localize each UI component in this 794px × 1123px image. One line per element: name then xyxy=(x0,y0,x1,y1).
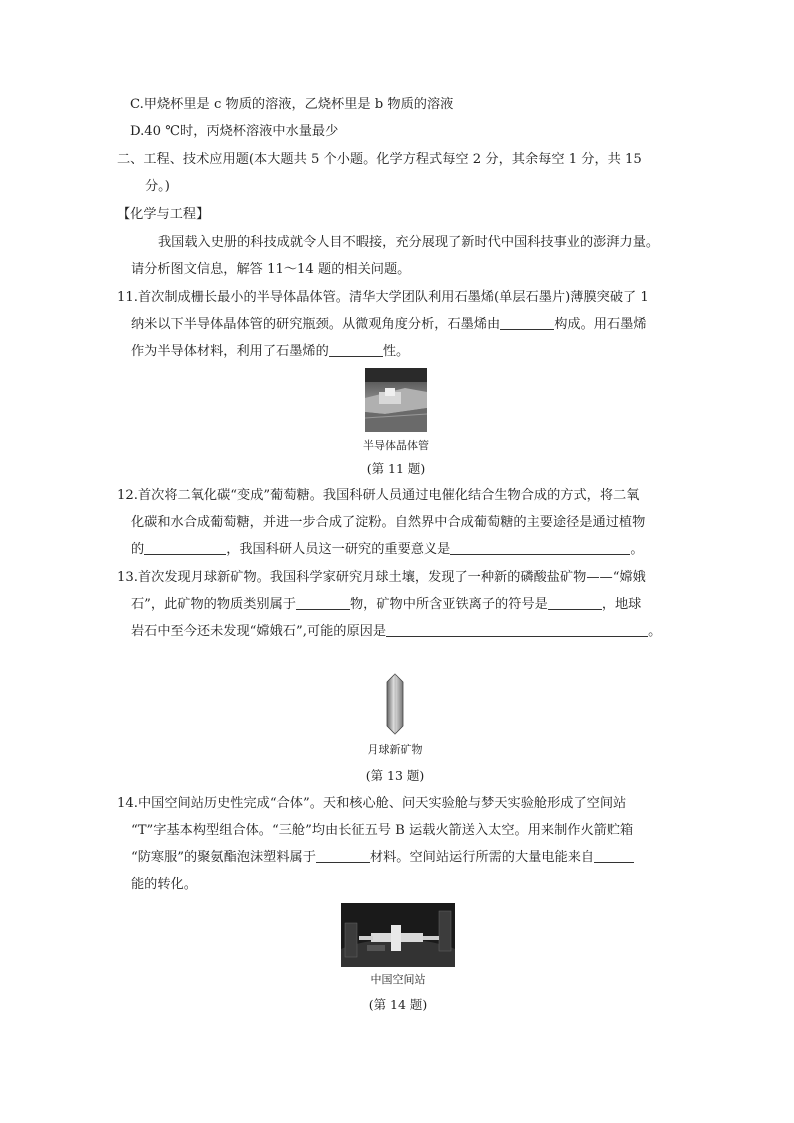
q12-blank-1[interactable] xyxy=(144,540,226,555)
q11-line2 xyxy=(131,315,647,335)
q14-figure-label: (第 14 题) xyxy=(368,997,428,1012)
q11-text-a: 纳米以下半导体晶体管的研究瓶颈。从微观角度分析，石墨烯由 xyxy=(131,317,501,332)
section-heading-cont: 分。) xyxy=(145,179,170,194)
q13-text-d: 岩石中至今还未发现“嫦娥石”,可能的原因是 xyxy=(131,624,387,639)
q14-blank-2[interactable] xyxy=(594,848,634,863)
q13-line1: 13.首次发现月球新矿物。我国科学家研究月球土壤，发现了一种新的磷酸盐矿物——“嫦娥 xyxy=(117,570,646,585)
q13-text-a: 石”，此矿物的物质类别属于 xyxy=(131,597,296,612)
q11-blank-2[interactable] xyxy=(329,342,383,357)
q13-blank-1[interactable] xyxy=(296,595,350,610)
q11-blank-1[interactable] xyxy=(500,315,554,330)
q12-line2: 化碳和水合成葡萄糖，并进一步合成了淀粉。自然界中合成葡萄糖的主要途径是通过植物 xyxy=(131,515,646,530)
q14-line1: 14.中国空间站历史性完成“合体”。天和核心舱、问天实验舱与梦天实验舱形成了空间站 xyxy=(117,796,627,811)
q14-line2: “T”字基本构型组合体。“三舱”均由长征五号 B 运载火箭送入太空。用来制作火箭贮箱 xyxy=(131,823,634,838)
topic-intro-line1: 我国载入史册的科技成就令人目不暇接，充分展现了新时代中国科技事业的澎湃力量。 xyxy=(158,235,660,250)
q14-text-b: 材料。空间站运行所需的大量电能来自 xyxy=(369,850,595,865)
lunar-mineral-image xyxy=(383,672,407,736)
q12-text-c: 。 xyxy=(630,542,644,557)
q14-line3 xyxy=(131,848,634,868)
q11-text-c: 作为半导体材料，利用了石墨烯的 xyxy=(131,344,329,359)
q12-text-a: 的 xyxy=(131,542,145,557)
q11-line3 xyxy=(131,342,409,362)
q12-blank-2[interactable] xyxy=(450,540,630,555)
q12-line3 xyxy=(131,540,644,560)
q13-text-e: 。 xyxy=(648,624,662,639)
q13-figure-label: (第 13 题) xyxy=(365,768,425,783)
section-heading: 二、工程、技术应用题(本大题共 5 个小题。化学方程式每空 2 分，其余每空 1 分，共 15 xyxy=(117,152,642,167)
q13-text-b: 物，矿物中所含亚铁离子的符号是 xyxy=(350,597,548,612)
q11-text-d: 性。 xyxy=(382,344,410,359)
q11-text-b: 构成。用石墨烯 xyxy=(554,317,647,332)
transistor-image xyxy=(365,368,427,432)
topic-label: 【化学与工程】 xyxy=(117,207,210,222)
q13-line2 xyxy=(131,595,641,615)
topic-intro-line2: 请分析图文信息，解答 11～14 题的相关问题。 xyxy=(131,262,411,277)
q13-blank-2[interactable] xyxy=(548,595,602,610)
space-station-image xyxy=(341,903,455,967)
q13-caption: 月球新矿物 xyxy=(367,743,423,756)
q12-text-b: ，我国科研人员这一研究的重要意义是 xyxy=(226,542,451,557)
q12-line1: 12.首次将二氧化碳“变成”葡萄糖。我国科研人员通过电催化结合生物合成的方式，将二氧 xyxy=(117,488,640,503)
q13-line3 xyxy=(131,622,661,642)
q11-line1: 11.首次制成栅长最小的半导体晶体管。清华大学团队利用石墨烯(单层石墨片)薄膜突破了 1 xyxy=(117,290,649,305)
q14-blank-1[interactable] xyxy=(316,848,370,863)
q11-figure-label: (第 11 题) xyxy=(366,461,426,476)
q14-text-a: “防寒服”的聚氨酯泡沫塑料属于 xyxy=(131,850,316,865)
q14-caption: 中国空间站 xyxy=(370,973,426,986)
q13-blank-3[interactable] xyxy=(386,622,648,637)
q13-text-c: ，地球 xyxy=(601,597,642,612)
option-c: C.甲烧杯里是 c 物质的溶液，乙烧杯里是 b 物质的溶液 xyxy=(130,97,454,112)
q14-line4: 能的转化。 xyxy=(131,877,197,892)
option-d: D.40 ℃时，丙烧杯溶液中水量最少 xyxy=(130,124,339,139)
q11-caption: 半导体晶体管 xyxy=(363,439,429,452)
